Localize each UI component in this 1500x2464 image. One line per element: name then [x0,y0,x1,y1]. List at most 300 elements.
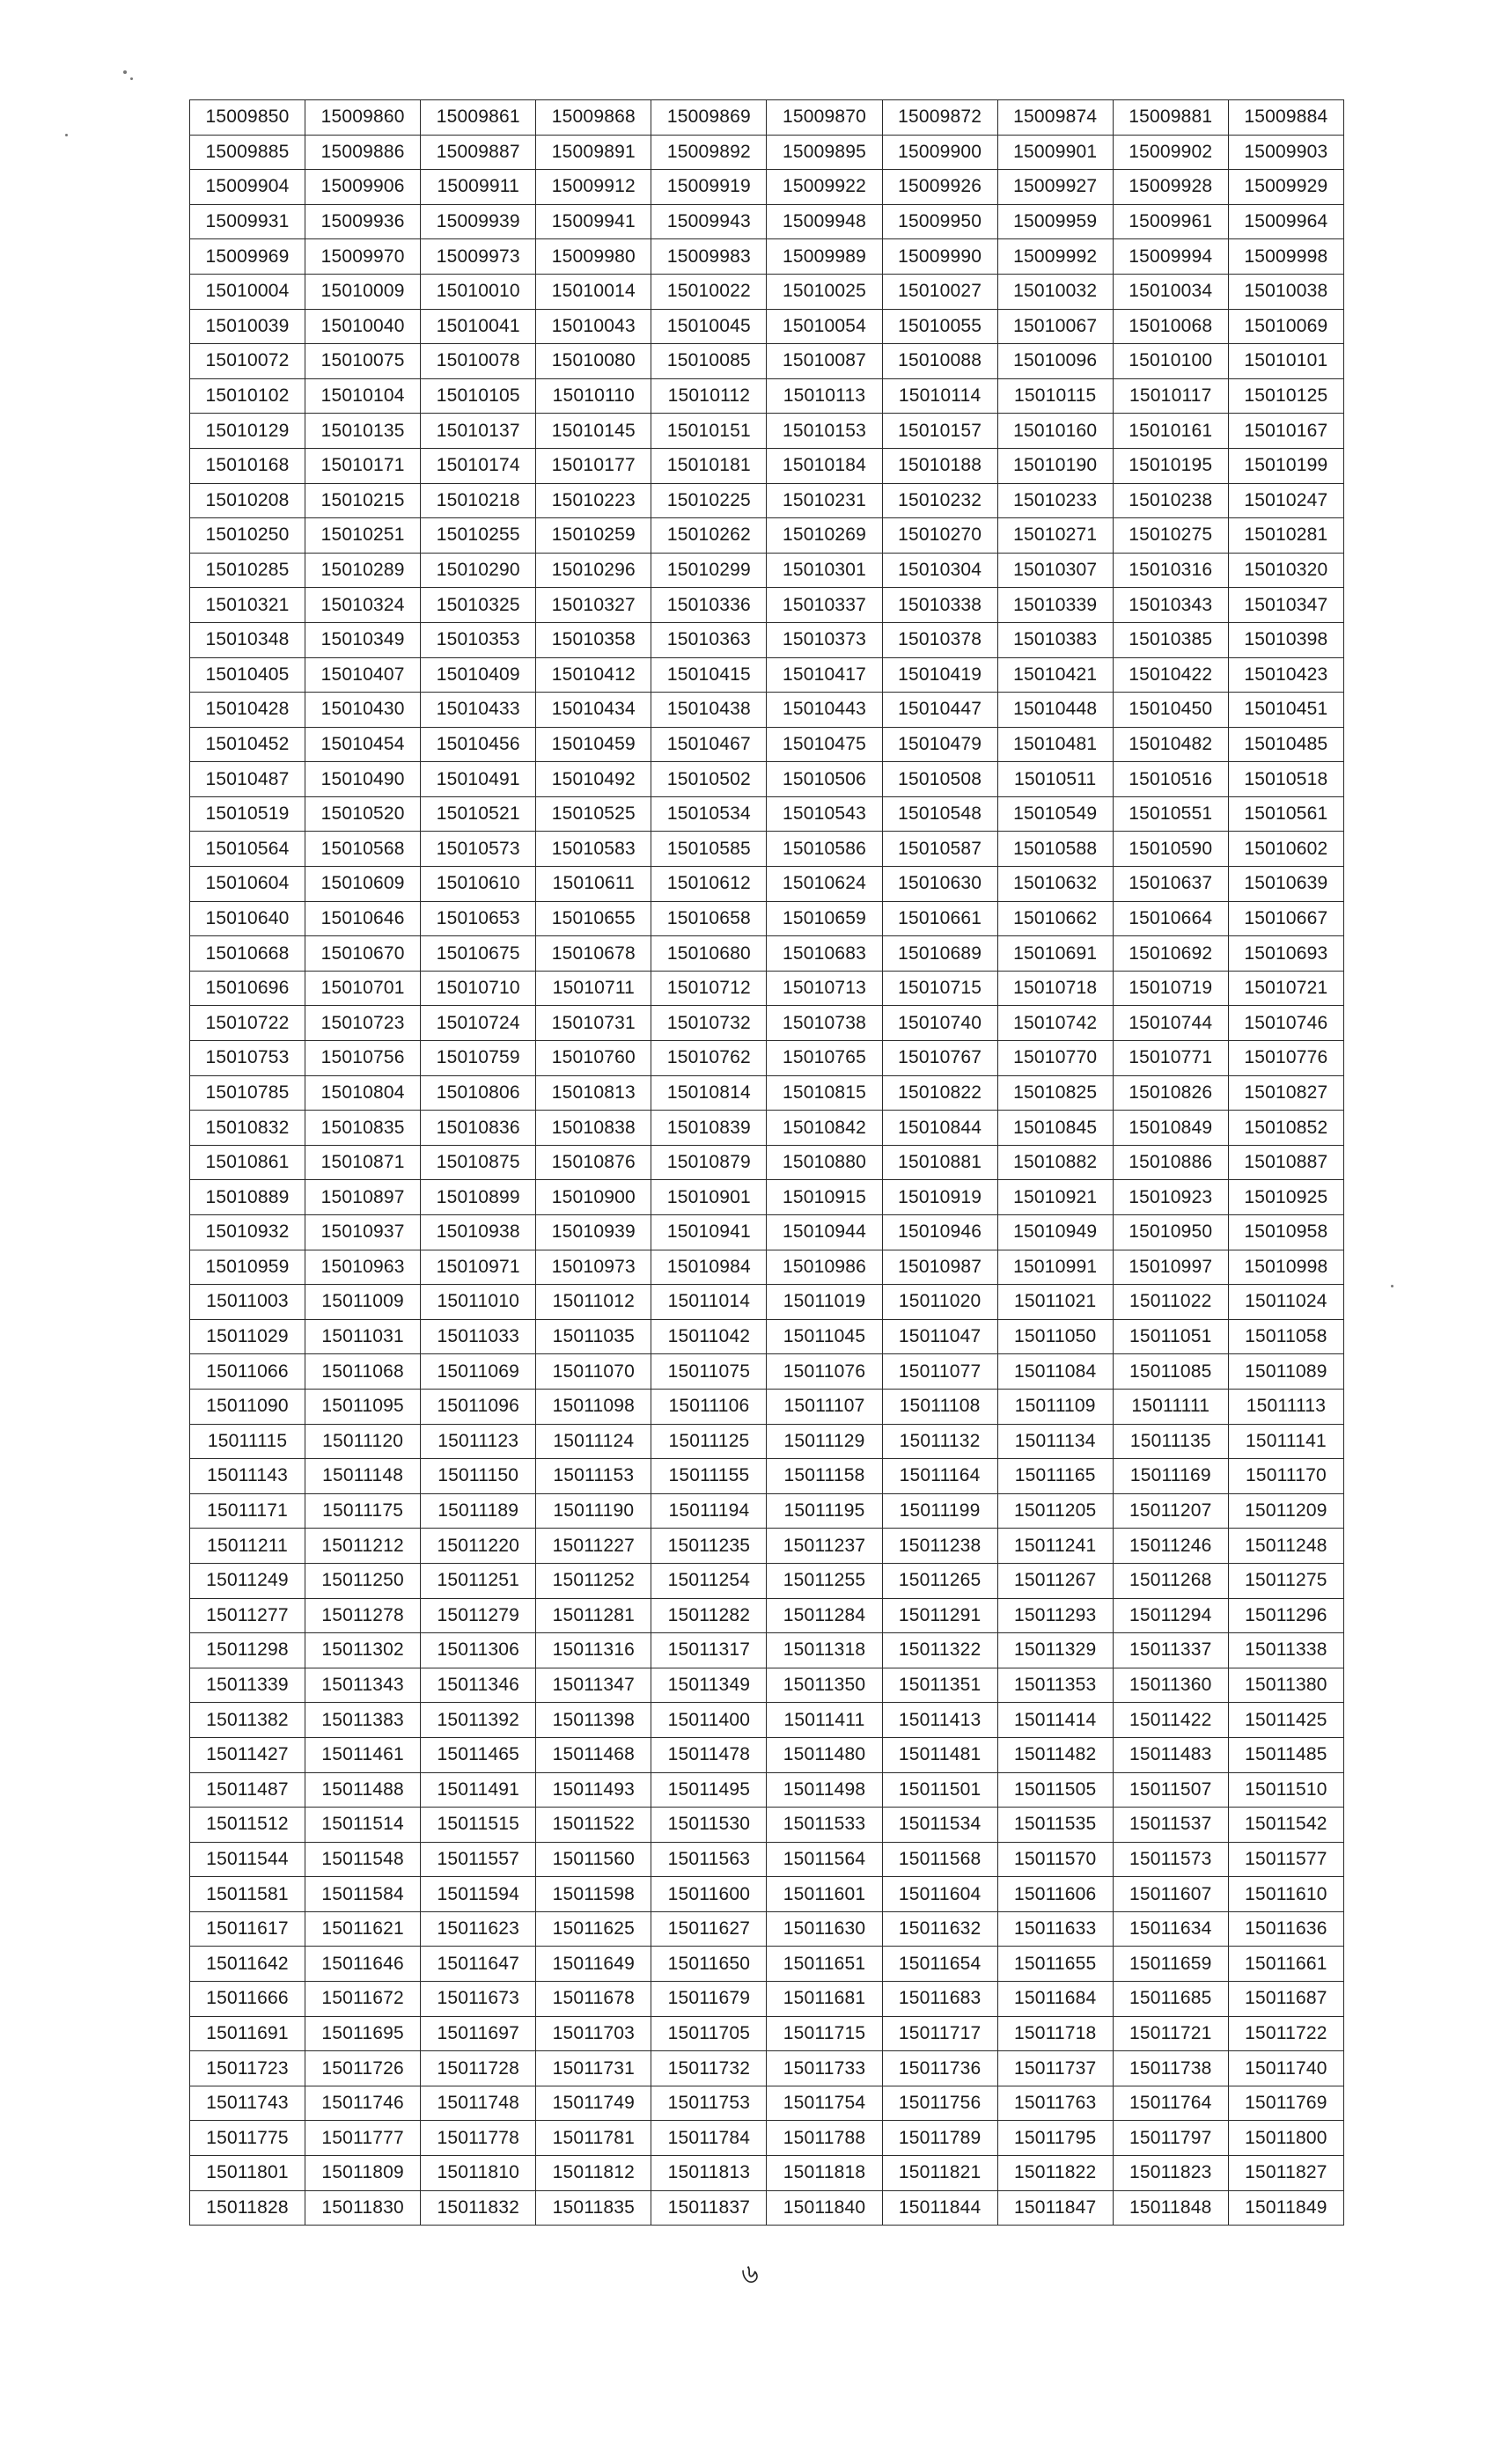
table-row [190,378,1344,414]
roll-number-cell: 15010630 [882,867,997,902]
table-row [190,204,1344,239]
roll-number-cell: 15011621 [305,1911,421,1947]
roll-number-cell: 15010456 [421,727,536,762]
roll-number-cell: 15009959 [997,204,1113,239]
roll-number-cell: 15009990 [882,239,997,275]
roll-number-cell: 15010624 [767,867,882,902]
table-row [190,1250,1344,1285]
table-row [190,936,1344,972]
scan-speck [65,134,68,136]
roll-number-cell: 15011382 [190,1703,305,1738]
table-row [190,2051,1344,2086]
roll-number-cell: 15011563 [651,1842,767,1877]
roll-number-cell: 15010117 [1113,378,1228,414]
roll-number-cell: 15009931 [190,204,305,239]
roll-number-cell: 15010762 [651,1041,767,1076]
table-row [190,1772,1344,1808]
roll-number-cell: 15011577 [1228,1842,1343,1877]
roll-number-cell: 15011129 [767,1424,882,1459]
roll-number-cell: 15010724 [421,1006,536,1041]
table-row [190,1459,1344,1494]
roll-number-cell: 15011705 [651,2016,767,2051]
roll-number-cell: 15011175 [305,1493,421,1529]
roll-number-cell: 15010290 [421,553,536,588]
roll-number-cell: 15011830 [305,2190,421,2226]
roll-number-cell: 15010337 [767,588,882,623]
roll-number-cell: 15010255 [421,518,536,554]
roll-number-cell: 15010640 [190,901,305,936]
roll-number-cell: 15010451 [1228,693,1343,728]
roll-number-cell: 15011763 [997,2086,1113,2121]
table-row [190,2016,1344,2051]
roll-number-cell: 15011743 [190,2086,305,2121]
roll-number-cell: 15011695 [305,2016,421,2051]
roll-number-cell: 15010307 [997,553,1113,588]
roll-number-cell: 15011722 [1228,2016,1343,2051]
roll-number-cell: 15011111 [1113,1389,1228,1424]
table-row [190,693,1344,728]
roll-number-cell: 15011542 [1228,1808,1343,1843]
roll-number-cell: 15010301 [767,553,882,588]
roll-number-cell: 15011425 [1228,1703,1343,1738]
roll-number-cell: 15010068 [1113,309,1228,344]
roll-number-cell: 15011068 [305,1354,421,1390]
roll-number-cell: 15011277 [190,1598,305,1633]
roll-number-cell: 15011020 [882,1285,997,1320]
roll-number-cell: 15011353 [997,1668,1113,1703]
roll-number-cell: 15010612 [651,867,767,902]
roll-number-cell: 15011646 [305,1947,421,1982]
roll-number-cell: 15010899 [421,1180,536,1215]
roll-number-cell: 15010177 [536,448,651,483]
roll-number-cell: 15010842 [767,1111,882,1146]
roll-number-cell: 15010586 [767,832,882,867]
roll-number-cell: 15010756 [305,1041,421,1076]
roll-number-cell: 15010696 [190,971,305,1006]
roll-number-cell: 15009885 [190,135,305,170]
roll-number-cell: 15010247 [1228,483,1343,518]
roll-number-cell: 15011823 [1113,2156,1228,2191]
roll-number-cell: 15011510 [1228,1772,1343,1808]
roll-number-cell: 15010271 [997,518,1113,554]
roll-number-cell: 15010683 [767,936,882,972]
roll-number-cell: 15011237 [767,1529,882,1564]
roll-number-cell: 15010004 [190,274,305,309]
roll-number-cell: 15011715 [767,2016,882,2051]
roll-number-cell: 15009886 [305,135,421,170]
roll-number-cell: 15011090 [190,1389,305,1424]
roll-number-cell: 15010491 [421,762,536,797]
roll-number-cell: 15010443 [767,693,882,728]
roll-number-cell: 15010251 [305,518,421,554]
roll-number-cell: 15010875 [421,1145,536,1180]
table-row [190,622,1344,657]
roll-number-cell: 15010568 [305,832,421,867]
roll-number-cell: 15009919 [651,170,767,205]
roll-number-cell: 15010072 [190,344,305,379]
roll-number-cell: 15010836 [421,1111,536,1146]
roll-number-cell: 15011630 [767,1911,882,1947]
roll-number-cell: 15010112 [651,378,767,414]
roll-number-cell: 15010664 [1113,901,1228,936]
roll-number-cell: 15011085 [1113,1354,1228,1390]
table-row [190,274,1344,309]
roll-number-cell: 15011607 [1113,1877,1228,1912]
roll-number-cell: 15010973 [536,1250,651,1285]
roll-number-cell: 15010250 [190,518,305,554]
roll-number-cell: 15011398 [536,1703,651,1738]
roll-number-cell: 15010232 [882,483,997,518]
roll-number-cell: 15010419 [882,657,997,693]
roll-number-cell: 15011737 [997,2051,1113,2086]
roll-number-cell: 15011070 [536,1354,651,1390]
roll-number-cell: 15010475 [767,727,882,762]
roll-number-cell: 15011125 [651,1424,767,1459]
roll-number-cell: 15010041 [421,309,536,344]
roll-number-cell: 15010373 [767,622,882,657]
roll-number-cell: 15011604 [882,1877,997,1912]
roll-number-cell: 15011738 [1113,2051,1228,2086]
roll-number-cell: 15010959 [190,1250,305,1285]
roll-number-cell: 15010259 [536,518,651,554]
roll-number-cell: 15010949 [997,1215,1113,1250]
roll-number-cell: 15009892 [651,135,767,170]
roll-number-cell: 15011487 [190,1772,305,1808]
roll-number-cell: 15010939 [536,1215,651,1250]
roll-number-cell: 15011347 [536,1668,651,1703]
roll-number-cell: 15009989 [767,239,882,275]
roll-number-cell: 15011317 [651,1633,767,1668]
table-row [190,1808,1344,1843]
roll-number-cell: 15010632 [997,867,1113,902]
roll-number-cell: 15010543 [767,796,882,832]
roll-number-cell: 15011691 [190,2016,305,2051]
roll-number-cell: 15011350 [767,1668,882,1703]
table-row [190,414,1344,449]
roll-number-cell: 15009901 [997,135,1113,170]
roll-number-cell: 15010043 [536,309,651,344]
roll-number-cell: 15011756 [882,2086,997,2121]
roll-number-cell: 15011679 [651,1982,767,2017]
roll-number-cell: 15010160 [997,414,1113,449]
roll-number-cell: 15011003 [190,1285,305,1320]
roll-number-cell: 15010932 [190,1215,305,1250]
roll-number-cell: 15009943 [651,204,767,239]
roll-number-cell: 15010602 [1228,832,1343,867]
table-row [190,1911,1344,1947]
roll-number-cell: 15010771 [1113,1041,1228,1076]
roll-number-cell: 15010715 [882,971,997,1006]
roll-number-cell: 15010744 [1113,1006,1228,1041]
roll-number-cell: 15010732 [651,1006,767,1041]
roll-number-cell: 15010731 [536,1006,651,1041]
roll-number-cell: 15010481 [997,727,1113,762]
roll-number-cell: 15011654 [882,1947,997,1982]
roll-number-cell: 15011828 [190,2190,305,2226]
roll-number-cell: 15010923 [1113,1180,1228,1215]
roll-number-cell: 15010646 [305,901,421,936]
roll-number-cell: 15010691 [997,936,1113,972]
roll-number-cell: 15010879 [651,1145,767,1180]
roll-number-cell: 15010135 [305,414,421,449]
roll-number-cell: 15010937 [305,1215,421,1250]
roll-number-cell: 15010336 [651,588,767,623]
roll-number-cell: 15011329 [997,1633,1113,1668]
roll-number-cell: 15010285 [190,553,305,588]
roll-number-cell: 15011351 [882,1668,997,1703]
roll-number-cell: 15010487 [190,762,305,797]
roll-number-cell: 15010195 [1113,448,1228,483]
roll-number-cell: 15011195 [767,1493,882,1529]
table-row [190,1111,1344,1146]
roll-number-cell: 15011250 [305,1563,421,1598]
roll-number-cell: 15011800 [1228,2121,1343,2156]
roll-number-cell: 15011837 [651,2190,767,2226]
roll-number-cell: 15010289 [305,553,421,588]
roll-number-cell: 15011659 [1113,1947,1228,1982]
roll-number-cell: 15010087 [767,344,882,379]
roll-number-cell: 15011199 [882,1493,997,1529]
roll-number-cell: 15009983 [651,239,767,275]
roll-number-cell: 15010385 [1113,622,1228,657]
roll-number-cell: 15011512 [190,1808,305,1843]
roll-number-cell: 15009895 [767,135,882,170]
table-row [190,2190,1344,2226]
roll-number-cell: 15010492 [536,762,651,797]
roll-number-cell: 15010137 [421,414,536,449]
roll-number-cell: 15010861 [190,1145,305,1180]
roll-number-cell: 15011019 [767,1285,882,1320]
roll-number-cell: 15009906 [305,170,421,205]
roll-number-cell: 15011813 [651,2156,767,2191]
table-row [190,1006,1344,1041]
roll-number-cell: 15010199 [1228,448,1343,483]
table-row [190,1493,1344,1529]
roll-number-cell: 15011533 [767,1808,882,1843]
roll-number-cell: 15010321 [190,588,305,623]
roll-number-cell: 15010045 [651,309,767,344]
roll-number-cell: 15009904 [190,170,305,205]
table-row [190,1215,1344,1250]
roll-number-cell: 15011115 [190,1424,305,1459]
roll-number-cell: 15011076 [767,1354,882,1390]
roll-number-cell: 15011009 [305,1285,421,1320]
roll-number-cell: 15010590 [1113,832,1228,867]
roll-number-cell: 15011051 [1113,1319,1228,1354]
roll-number-cell: 15010997 [1113,1250,1228,1285]
roll-number-cell: 15010765 [767,1041,882,1076]
roll-number-cell: 15011360 [1113,1668,1228,1703]
roll-number-cell: 15011810 [421,2156,536,2191]
roll-number-cell: 15009928 [1113,170,1228,205]
roll-number-cell: 15011678 [536,1982,651,2017]
roll-number-cell: 15010421 [997,657,1113,693]
roll-number-cell: 15011255 [767,1563,882,1598]
roll-number-cell: 15010950 [1113,1215,1228,1250]
roll-number-cell: 15010009 [305,274,421,309]
roll-number-cell: 15010231 [767,483,882,518]
page-number: ৬ [741,2259,759,2290]
roll-number-cell: 15011537 [1113,1808,1228,1843]
roll-number-cell: 15010347 [1228,588,1343,623]
roll-number-cell: 15011754 [767,2086,882,2121]
roll-number-cell: 15010412 [536,657,651,693]
scan-speck [130,77,133,80]
roll-number-cell: 15011383 [305,1703,421,1738]
roll-number-cell: 15011684 [997,1982,1113,2017]
table-row [190,518,1344,554]
roll-number-cell: 15011534 [882,1808,997,1843]
roll-number-cell: 15011600 [651,1877,767,1912]
roll-number-cell: 15011749 [536,2086,651,2121]
roll-number-cell: 15011124 [536,1424,651,1459]
roll-number-cell: 15010316 [1113,553,1228,588]
roll-number-cell: 15011594 [421,1877,536,1912]
roll-number-cell: 15009941 [536,204,651,239]
table-row [190,1424,1344,1459]
roll-number-cell: 15010324 [305,588,421,623]
roll-number-cell: 15011098 [536,1389,651,1424]
roll-number-cell: 15010078 [421,344,536,379]
roll-number-cell: 15010113 [767,378,882,414]
roll-number-cell: 15011427 [190,1737,305,1772]
table-row [190,239,1344,275]
roll-number-cell: 15010998 [1228,1250,1343,1285]
roll-number-cell: 15011246 [1113,1529,1228,1564]
roll-number-cell: 15010814 [651,1075,767,1111]
roll-number-cell: 15011733 [767,2051,882,2086]
roll-number-cell: 15010101 [1228,344,1343,379]
roll-number-cell: 15010508 [882,762,997,797]
roll-number-cell: 15010215 [305,483,421,518]
roll-number-cell: 15010114 [882,378,997,414]
roll-number-cell: 15011505 [997,1772,1113,1808]
roll-number-cell: 15011491 [421,1772,536,1808]
roll-number-cell: 15010610 [421,867,536,902]
roll-number-cell: 15010415 [651,657,767,693]
table-row [190,1354,1344,1390]
roll-number-cell: 15011753 [651,2086,767,2121]
roll-number-cell: 15010668 [190,936,305,972]
roll-number-cell: 15011042 [651,1319,767,1354]
roll-number-cell: 15010713 [767,971,882,1006]
roll-number-cell: 15010723 [305,1006,421,1041]
roll-number-cell: 15011095 [305,1389,421,1424]
roll-number-cell: 15011478 [651,1737,767,1772]
roll-number-cell: 15009922 [767,170,882,205]
roll-number-cell: 15010986 [767,1250,882,1285]
table-row [190,832,1344,867]
roll-number-cell: 15010915 [767,1180,882,1215]
table-row [190,448,1344,483]
roll-number-cell: 15010438 [651,693,767,728]
roll-number-cell: 15010549 [997,796,1113,832]
roll-number-cell: 15010770 [997,1041,1113,1076]
roll-number-cell: 15011251 [421,1563,536,1598]
roll-number-cell: 15011849 [1228,2190,1343,2226]
roll-number-cell: 15011778 [421,2121,536,2156]
roll-number-cell: 15011840 [767,2190,882,2226]
roll-number-cell: 15010689 [882,936,997,972]
roll-number-cell: 15011153 [536,1459,651,1494]
roll-number-cell: 15010711 [536,971,651,1006]
table-row [190,1285,1344,1320]
roll-number-cell: 15009961 [1113,204,1228,239]
roll-number-cell: 15011281 [536,1598,651,1633]
roll-number-cell: 15010946 [882,1215,997,1250]
roll-number-cell: 15011636 [1228,1911,1343,1947]
roll-number-cell: 15009911 [421,170,536,205]
roll-number-cell: 15010721 [1228,971,1343,1006]
roll-number-cell: 15010776 [1228,1041,1343,1076]
roll-number-cell: 15010740 [882,1006,997,1041]
roll-number-cell: 15011165 [997,1459,1113,1494]
roll-number-cell: 15010662 [997,901,1113,936]
roll-number-cell: 15010039 [190,309,305,344]
roll-number-cell: 15011069 [421,1354,536,1390]
roll-number-cell: 15011035 [536,1319,651,1354]
roll-number-cell: 15011268 [1113,1563,1228,1598]
roll-number-cell: 15009992 [997,239,1113,275]
roll-number-cell: 15011209 [1228,1493,1343,1529]
roll-number-cell: 15009964 [1228,204,1343,239]
roll-number-cell: 15011164 [882,1459,997,1494]
roll-number-cell: 15011548 [305,1842,421,1877]
table-row [190,762,1344,797]
roll-number-cell: 15010587 [882,832,997,867]
roll-number-cell: 15009936 [305,204,421,239]
roll-number-cell: 15011522 [536,1808,651,1843]
roll-number-cell: 15011189 [421,1493,536,1529]
roll-number-cell: 15010218 [421,483,536,518]
roll-number-cell: 15010067 [997,309,1113,344]
roll-number-cell: 15010153 [767,414,882,449]
table-row [190,1633,1344,1668]
roll-number-cell: 15010670 [305,936,421,972]
roll-number-cell: 15010712 [651,971,767,1006]
roll-number-cell: 15010417 [767,657,882,693]
roll-number-cell: 15009874 [997,100,1113,136]
roll-number-cell: 15009970 [305,239,421,275]
roll-number-cell: 15010454 [305,727,421,762]
roll-number-cell: 15011134 [997,1424,1113,1459]
roll-number-cell: 15010987 [882,1250,997,1285]
roll-number-cell: 15011732 [651,2051,767,2086]
table-row [190,1877,1344,1912]
roll-number-cell: 15011302 [305,1633,421,1668]
roll-number-cell: 15010835 [305,1111,421,1146]
roll-number-cell: 15010447 [882,693,997,728]
roll-number-cell: 15011022 [1113,1285,1228,1320]
roll-number-cell: 15010806 [421,1075,536,1111]
roll-number-cell: 15010168 [190,448,305,483]
roll-number-cell: 15009881 [1113,100,1228,136]
roll-number-cell: 15009872 [882,100,997,136]
roll-number-cell: 15010010 [421,274,536,309]
roll-number-cell: 15010054 [767,309,882,344]
roll-number-cell: 15011740 [1228,2051,1343,2086]
roll-number-cell: 15010129 [190,414,305,449]
roll-number-cell: 15011685 [1113,1982,1228,2017]
roll-number-cell: 15011190 [536,1493,651,1529]
roll-number-cell: 15011275 [1228,1563,1343,1598]
roll-number-cell: 15011107 [767,1389,882,1424]
roll-number-cell: 15010886 [1113,1145,1228,1180]
roll-number-cell: 15010693 [1228,936,1343,972]
table-row [190,867,1344,902]
roll-number-cell: 15011809 [305,2156,421,2191]
roll-number-cell: 15009929 [1228,170,1343,205]
